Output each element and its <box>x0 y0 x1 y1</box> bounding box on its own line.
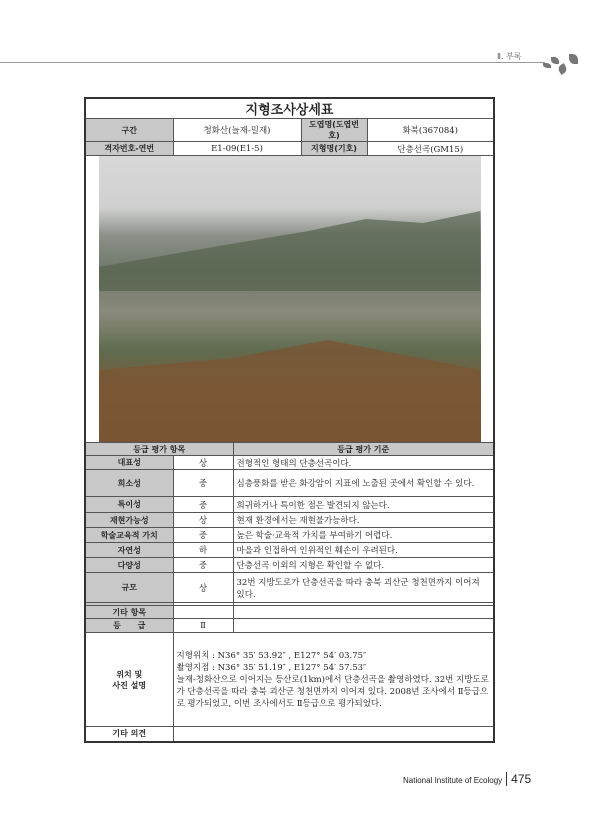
grade-label: 등 급 <box>85 619 173 633</box>
item: 특이성 <box>85 497 173 513</box>
grade-value: Ⅱ <box>173 619 233 633</box>
item: 다양성 <box>85 558 173 573</box>
grade: 상 <box>173 456 233 470</box>
criteria-header: 등급 평가 기준 <box>233 443 494 456</box>
landform-label: 지형명(기호) <box>301 142 367 156</box>
grade: 중 <box>173 470 233 497</box>
criteria: 마을과 인접하여 인위적인 훼손이 우려된다. <box>233 543 494 558</box>
map-label: 도엽명(도엽번호) <box>301 119 367 142</box>
criteria: 높은 학술·교육적 가치를 부여하기 어렵다. <box>233 528 494 543</box>
photo-description: 늘재-청화산으로 이어지는 등산로(1km)에서 단층선곡을 촬영하였다. 32번 지방도로가 단층선곡을 따라 충북 괴산군 청천면까지 이어져 있다. 2008년 조사에서 Ⅱ등급으로 평가되었고, 이번 조사에서도 Ⅱ등급으로 평가되었다. <box>176 674 489 709</box>
item: 재현가능성 <box>85 513 173 528</box>
grade: 상 <box>173 573 233 603</box>
item: 자연성 <box>85 543 173 558</box>
table-row <box>85 528 494 543</box>
criteria: 희귀하거나 특이한 점은 발견되지 않는다. <box>233 497 494 513</box>
table-row <box>85 470 494 497</box>
location-description <box>173 633 494 727</box>
landform-coordinates: 지형위치 : N36° 35′ 53.92″ , E127° 54′ 03.75″ <box>176 650 367 661</box>
table-row <box>85 573 494 603</box>
photo-coordinates: 촬영지점 : N36° 35′ 51.19″ , E127° 54′ 57.53″ <box>176 662 367 673</box>
grade: 상 <box>173 513 233 528</box>
landform-survey-table <box>84 97 495 743</box>
other-items-label: 기타 항목 <box>85 606 173 619</box>
table-row <box>85 513 494 528</box>
section-header: Ⅱ. 부록 <box>497 52 522 61</box>
table-row <box>85 558 494 573</box>
item-header: 등급 평가 항목 <box>85 443 233 456</box>
landscape-photo <box>99 156 481 442</box>
table-row <box>85 456 494 470</box>
table-row <box>85 497 494 513</box>
grid-value: E1-09(E1-5) <box>173 142 301 156</box>
item: 학술교육적 가치 <box>85 528 173 543</box>
location-label-line1: 위치 및 <box>116 669 143 679</box>
page-footer <box>403 772 531 786</box>
grade: 중 <box>173 558 233 573</box>
location-label-line2: 사진 설명 <box>112 680 147 690</box>
item: 대표성 <box>85 456 173 470</box>
criteria: 단층선곡 이외의 지형은 확인할 수 없다. <box>233 558 494 573</box>
grade: 중 <box>173 528 233 543</box>
item: 희소성 <box>85 470 173 497</box>
location-label <box>85 633 173 727</box>
criteria: 심층풍화를 받은 화강암이 지표에 노출된 곳에서 확인할 수 있다. <box>233 470 494 497</box>
grade: 중 <box>173 497 233 513</box>
page-number: 475 <box>506 772 531 786</box>
footer-org: National Institute of Ecology <box>403 776 503 785</box>
section-label: 구간 <box>85 119 173 142</box>
header-rule <box>0 62 545 63</box>
landform-value: 단층선곡(GM15) <box>367 142 494 156</box>
table-title: 지형조사상세표 <box>85 98 494 119</box>
criteria: 현재 환경에서는 재현불가능하다. <box>233 513 494 528</box>
criteria: 전형적인 형태의 단층선곡이다. <box>233 456 494 470</box>
photo-cell <box>85 156 494 443</box>
grade: 하 <box>173 543 233 558</box>
criteria: 32번 지방도로가 단층선곡을 따라 충북 괴산군 청천면까지 이어져 있다. <box>233 573 494 603</box>
map-value: 화북(367084) <box>367 119 494 142</box>
grid-label: 격자번호-연번 <box>85 142 173 156</box>
item: 규모 <box>85 573 173 603</box>
remarks-label: 기타 의견 <box>85 727 173 742</box>
section-value: 청화산(늘재-밀재) <box>173 119 301 142</box>
table-row <box>85 543 494 558</box>
